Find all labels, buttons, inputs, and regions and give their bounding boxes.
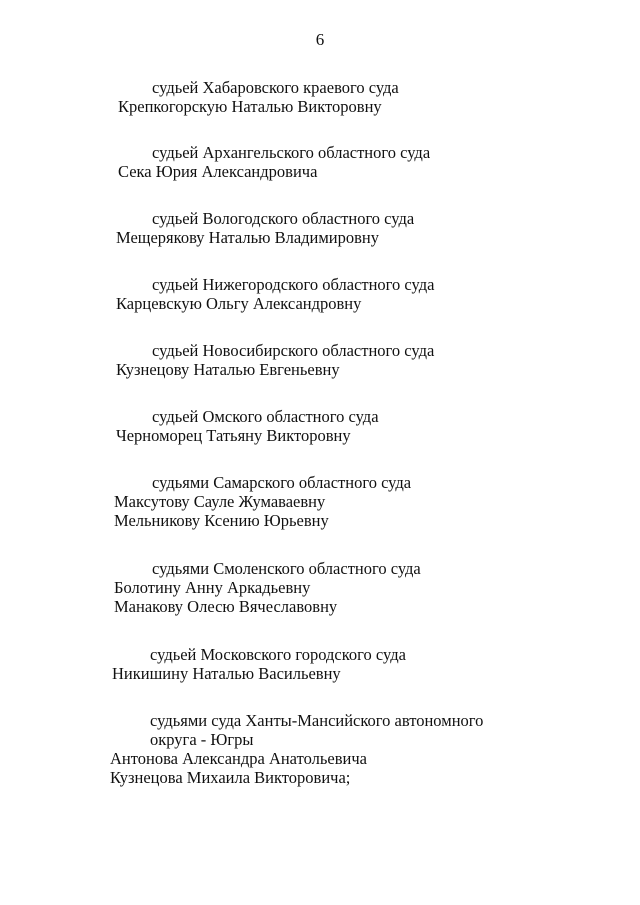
entry-heading: судьей Архангельского областного суда — [152, 143, 431, 162]
entry-heading: судьями Смоленского областного суда — [152, 559, 421, 578]
page-number: 6 — [315, 30, 325, 49]
entry-name: Антонова Александра Анатольевича — [110, 749, 367, 768]
entry-name: Никишину Наталью Васильевну — [112, 664, 341, 683]
entry-heading: судьей Новосибирского областного суда — [152, 341, 435, 360]
entry-name: Болотину Анну Аркадьевну — [114, 578, 311, 597]
entry-heading-continuation: округа - Югры — [150, 730, 254, 749]
entry-heading: судьями суда Ханты-Мансийского автономного — [150, 711, 484, 730]
entry-name: Сека Юрия Александровича — [118, 162, 318, 181]
entry-name: Крепкогорскую Наталью Викторовну — [118, 97, 382, 116]
entry-name: Карцевскую Ольгу Александровну — [116, 294, 362, 313]
entry-name: Мещерякову Наталью Владимировну — [116, 228, 380, 247]
entry-heading: судьей Нижегородского областного суда — [152, 275, 435, 294]
entry-heading: судьей Московского городского суда — [150, 645, 406, 664]
entry-name: Черноморец Татьяну Викторовну — [116, 426, 351, 445]
entry-name: Манакову Олесю Вячеславовну — [114, 597, 338, 616]
entry-heading: судьями Самарского областного суда — [152, 473, 412, 492]
entry-heading: судьей Хабаровского краевого суда — [152, 78, 399, 97]
entry-name: Кузнецова Михаила Викторовича; — [110, 768, 351, 787]
entry-heading: судьей Омского областного суда — [152, 407, 379, 426]
entry-heading: судьей Вологодского областного суда — [152, 209, 415, 228]
entry-name: Мельникову Ксению Юрьевну — [114, 511, 329, 530]
entry-name: Максутову Сауле Жумаваевну — [114, 492, 326, 511]
entry-name: Кузнецову Наталью Евгеньевну — [116, 360, 340, 379]
